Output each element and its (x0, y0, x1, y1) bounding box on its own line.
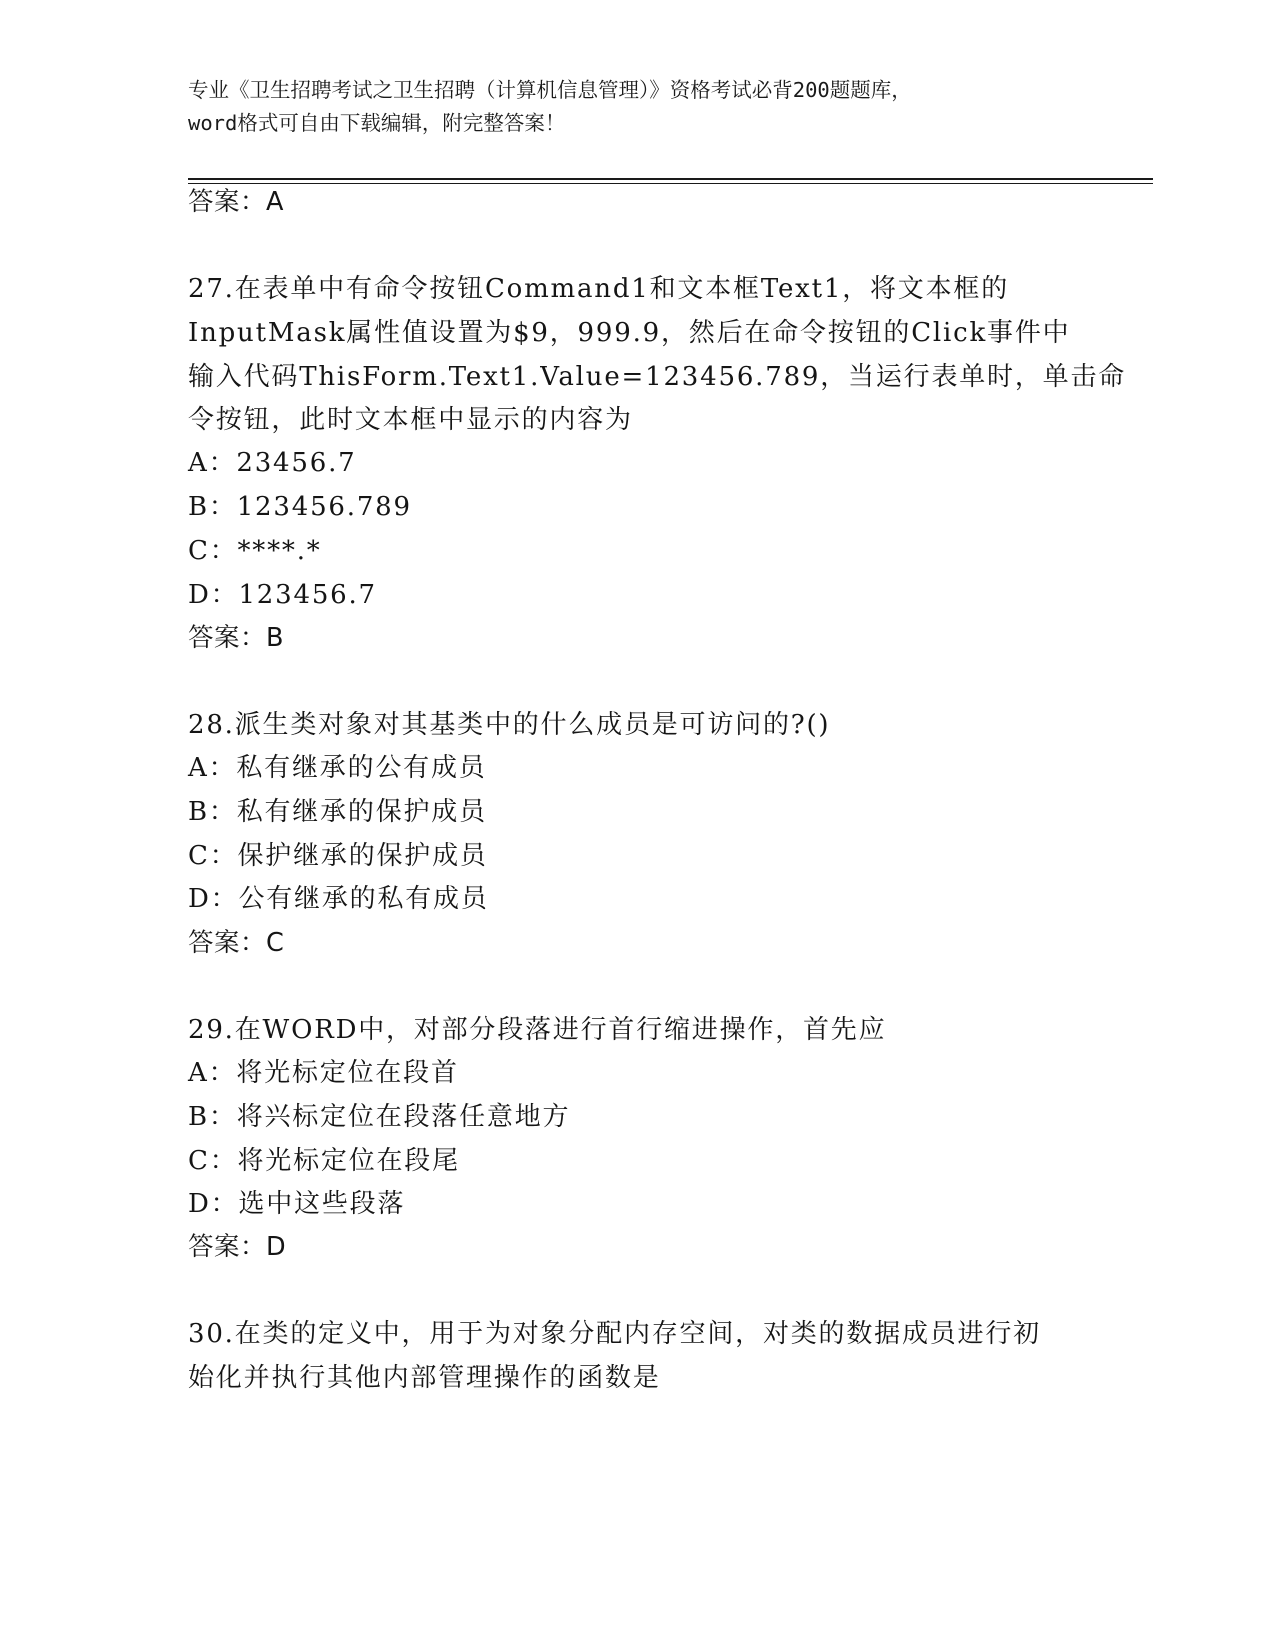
question-30-stem-line-2: 始化并执行其他内部管理操作的函数是 (188, 1363, 661, 1393)
question-28-option-a: A：私有继承的公有成员 (188, 753, 487, 783)
question-27-stem-line-1: 27.在表单中有命令按钮Command1和文本框Text1，将文本框的 (188, 274, 1009, 304)
question-27-stem-line-3: 输入代码ThisForm.Text1.Value=123456.789，当运行表单时，单击命 (188, 362, 1127, 392)
answer-26: 答案：A (188, 187, 284, 217)
question-27-option-d: D：123456.7 (188, 580, 377, 610)
header-divider-thin (188, 183, 1153, 184)
question-27-stem-line-2: InputMask属性值设置为$9，999.9，然后在命令按钮的Click事件中 (188, 318, 1071, 348)
answer-28: 答案：C (188, 928, 285, 958)
document-header (188, 74, 1088, 140)
header-title-line-1: 专业《卫生招聘考试之卫生招聘（计算机信息管理）》资格考试必背200题题库， (188, 78, 912, 102)
question-29-option-c: C：将光标定位在段尾 (188, 1146, 460, 1176)
question-29-stem-line-1: 29.在WORD中，对部分段落进行首行缩进操作，首先应 (188, 1015, 887, 1045)
question-29-option-b: B：将兴标定位在段落任意地方 (188, 1102, 571, 1132)
question-28-option-c: C：保护继承的保护成员 (188, 841, 488, 871)
question-27-option-c: C：****.* (188, 536, 322, 566)
question-28-option-b: B：私有继承的保护成员 (188, 797, 487, 827)
question-27-option-a: A：23456.7 (188, 448, 357, 478)
question-28-stem-line-1: 28.派生类对象对其基类中的什么成员是可访问的?() (188, 710, 831, 740)
question-30-stem-line-1: 30.在类的定义中，用于为对象分配内存空间，对类的数据成员进行初 (188, 1319, 1041, 1349)
question-29-option-d: D：选中这些段落 (188, 1189, 406, 1219)
header-divider (188, 178, 1153, 180)
header-title-line-2: word格式可自由下载编辑，附完整答案！ (188, 111, 566, 135)
answer-27: 答案：B (188, 623, 284, 653)
answer-29: 答案：D (188, 1232, 287, 1262)
question-27-stem-line-4: 令按钮，此时文本框中显示的内容为 (188, 405, 633, 435)
question-28-option-d: D：公有继承的私有成员 (188, 884, 489, 914)
question-29-option-a: A：将光标定位在段首 (188, 1058, 459, 1088)
question-27-option-b: B：123456.789 (188, 492, 412, 522)
